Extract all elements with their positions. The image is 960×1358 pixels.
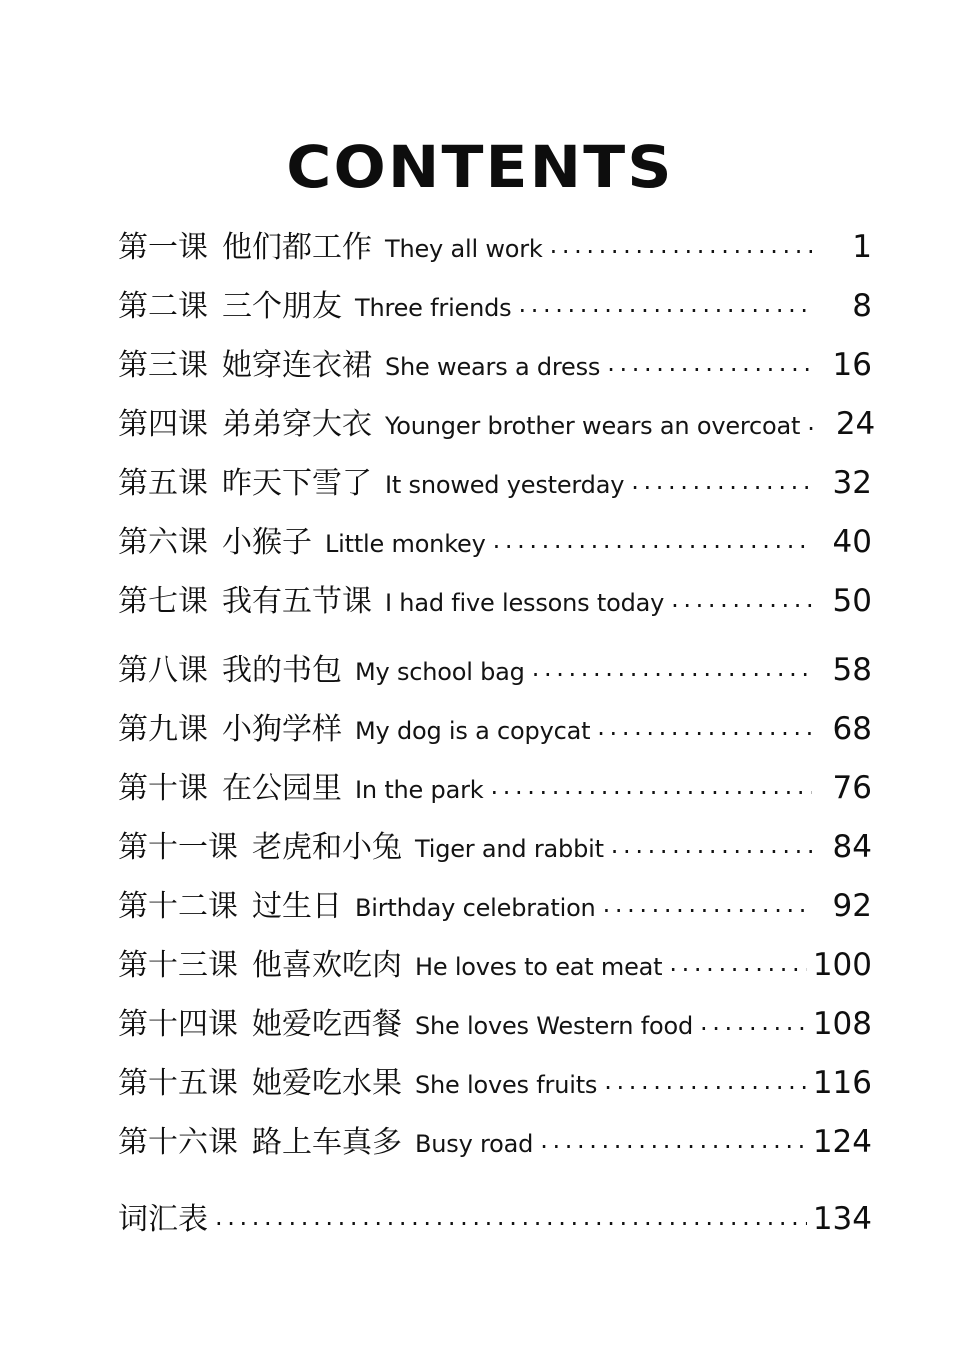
lesson-number: 第十一课 — [118, 830, 238, 865]
lesson-number: 第三课 — [118, 348, 208, 383]
lesson-number: 第一课 — [118, 230, 208, 265]
page-number: 24 — [835, 406, 876, 442]
dot-leader — [604, 1077, 807, 1093]
page-number: 16 — [832, 347, 872, 383]
dot-leader — [493, 536, 812, 552]
lesson-title-en: Tiger and rabbit — [415, 835, 604, 863]
lesson-title-en: My dog is a copycat — [355, 717, 591, 745]
toc-entry-9[interactable] — [118, 711, 872, 773]
lesson-title-cn: 他喜欢吃肉 — [252, 948, 402, 983]
dot-leader — [540, 1136, 807, 1152]
lesson-title-cn: 小猴子 — [222, 525, 312, 560]
lesson-title-en: Birthday celebration — [355, 894, 596, 922]
lesson-title-cn: 在公园里 — [222, 771, 342, 806]
lesson-title-cn: 弟弟穿大衣 — [222, 407, 372, 442]
lesson-number: 第九课 — [118, 712, 208, 747]
toc-entry-1[interactable] — [118, 229, 872, 291]
lesson-title-cn: 她穿连衣裙 — [222, 348, 372, 383]
dot-leader — [607, 359, 812, 375]
lesson-title-cn: 她爱吃水果 — [252, 1066, 402, 1101]
lesson-title-en: She loves Western food — [415, 1012, 693, 1040]
lesson-number: 第二课 — [118, 289, 208, 324]
toc-entry-7[interactable] — [118, 583, 872, 645]
lesson-number: 第七课 — [118, 584, 208, 619]
page-number: 50 — [832, 583, 872, 619]
dot-leader — [700, 1018, 807, 1034]
lesson-title-cn: 老虎和小兔 — [252, 830, 402, 865]
lesson-number: 第十二课 — [118, 889, 238, 924]
toc-entry-vocabulary[interactable] — [118, 1201, 872, 1263]
lesson-title-cn: 三个朋友 — [222, 289, 342, 324]
lesson-title-cn: 过生日 — [252, 889, 342, 924]
lesson-title-en: They all work — [385, 235, 543, 263]
lesson-number: 第六课 — [118, 525, 208, 560]
lesson-title-en: She wears a dress — [385, 353, 601, 381]
dot-leader — [611, 841, 812, 857]
lesson-title-cn: 他们都工作 — [222, 230, 372, 265]
lesson-title-en: Little monkey — [325, 530, 486, 558]
dot-leader — [215, 1213, 807, 1229]
page-number: 92 — [832, 888, 872, 924]
toc-entry-11[interactable] — [118, 829, 872, 891]
page-number: 116 — [812, 1065, 872, 1101]
toc-entry-13[interactable] — [118, 947, 872, 1009]
lesson-title-en: Three friends — [355, 294, 512, 322]
toc-entry-12[interactable] — [118, 888, 872, 950]
toc-entry-6[interactable] — [118, 524, 872, 586]
toc-entry-2[interactable] — [118, 288, 872, 350]
toc-entry-3[interactable] — [118, 347, 872, 409]
page-number: 40 — [832, 524, 872, 560]
vocabulary-title-cn: 词汇表 — [118, 1202, 208, 1237]
page-number: 100 — [812, 947, 872, 983]
toc-entry-16[interactable] — [118, 1124, 872, 1186]
lesson-number: 第十课 — [118, 771, 208, 806]
lesson-title-cn: 我的书包 — [222, 653, 342, 688]
table-of-contents-list — [118, 229, 876, 1263]
dot-leader — [631, 477, 812, 493]
lesson-title-en: He loves to eat meat — [415, 953, 663, 981]
dot-leader — [807, 418, 815, 434]
lesson-title-en: I had five lessons today — [385, 589, 665, 617]
lesson-number: 第十四课 — [118, 1007, 238, 1042]
toc-entry-15[interactable] — [118, 1065, 872, 1127]
page-number: 58 — [832, 652, 872, 688]
page-number: 68 — [832, 711, 872, 747]
lesson-number: 第四课 — [118, 407, 208, 442]
lesson-number: 第十三课 — [118, 948, 238, 983]
dot-leader — [603, 900, 812, 916]
lesson-title-en: She loves fruits — [415, 1071, 598, 1099]
page-number: 76 — [832, 770, 872, 806]
lesson-number: 第十六课 — [118, 1125, 238, 1160]
dot-leader — [518, 300, 812, 316]
lesson-title-cn: 昨天下雪了 — [222, 466, 372, 501]
lesson-title-en: In the park — [355, 776, 484, 804]
toc-entry-4[interactable] — [118, 406, 876, 468]
page-number: 1 — [852, 229, 872, 265]
page-number: 108 — [812, 1006, 872, 1042]
lesson-title-cn: 小狗学样 — [222, 712, 342, 747]
lesson-title-cn: 我有五节课 — [222, 584, 372, 619]
lesson-number: 第八课 — [118, 653, 208, 688]
dot-leader — [597, 723, 812, 739]
toc-entry-8[interactable] — [118, 652, 872, 714]
lesson-number: 第十五课 — [118, 1066, 238, 1101]
lesson-title-cn: 她爱吃西餐 — [252, 1007, 402, 1042]
page-number: 124 — [812, 1124, 872, 1160]
lesson-title-en: Younger brother wears an overcoat — [385, 412, 801, 440]
lesson-title-cn: 路上车真多 — [252, 1125, 402, 1160]
page-number: 8 — [852, 288, 872, 324]
page-title: CONTENTS — [286, 133, 674, 201]
lesson-title-en: Busy road — [415, 1130, 534, 1158]
page-number: 134 — [812, 1201, 872, 1237]
toc-entry-5[interactable] — [118, 465, 872, 527]
dot-leader — [669, 959, 806, 975]
dot-leader — [532, 664, 812, 680]
lesson-title-en: My school bag — [355, 658, 525, 686]
dot-leader — [550, 241, 812, 257]
dot-leader — [490, 782, 812, 798]
lesson-title-en: It snowed yesterday — [385, 471, 625, 499]
toc-entry-14[interactable] — [118, 1006, 872, 1068]
page-number: 32 — [832, 465, 872, 501]
lesson-number: 第五课 — [118, 466, 208, 501]
page-number: 84 — [832, 829, 872, 865]
dot-leader — [671, 595, 812, 611]
toc-entry-10[interactable] — [118, 770, 872, 832]
